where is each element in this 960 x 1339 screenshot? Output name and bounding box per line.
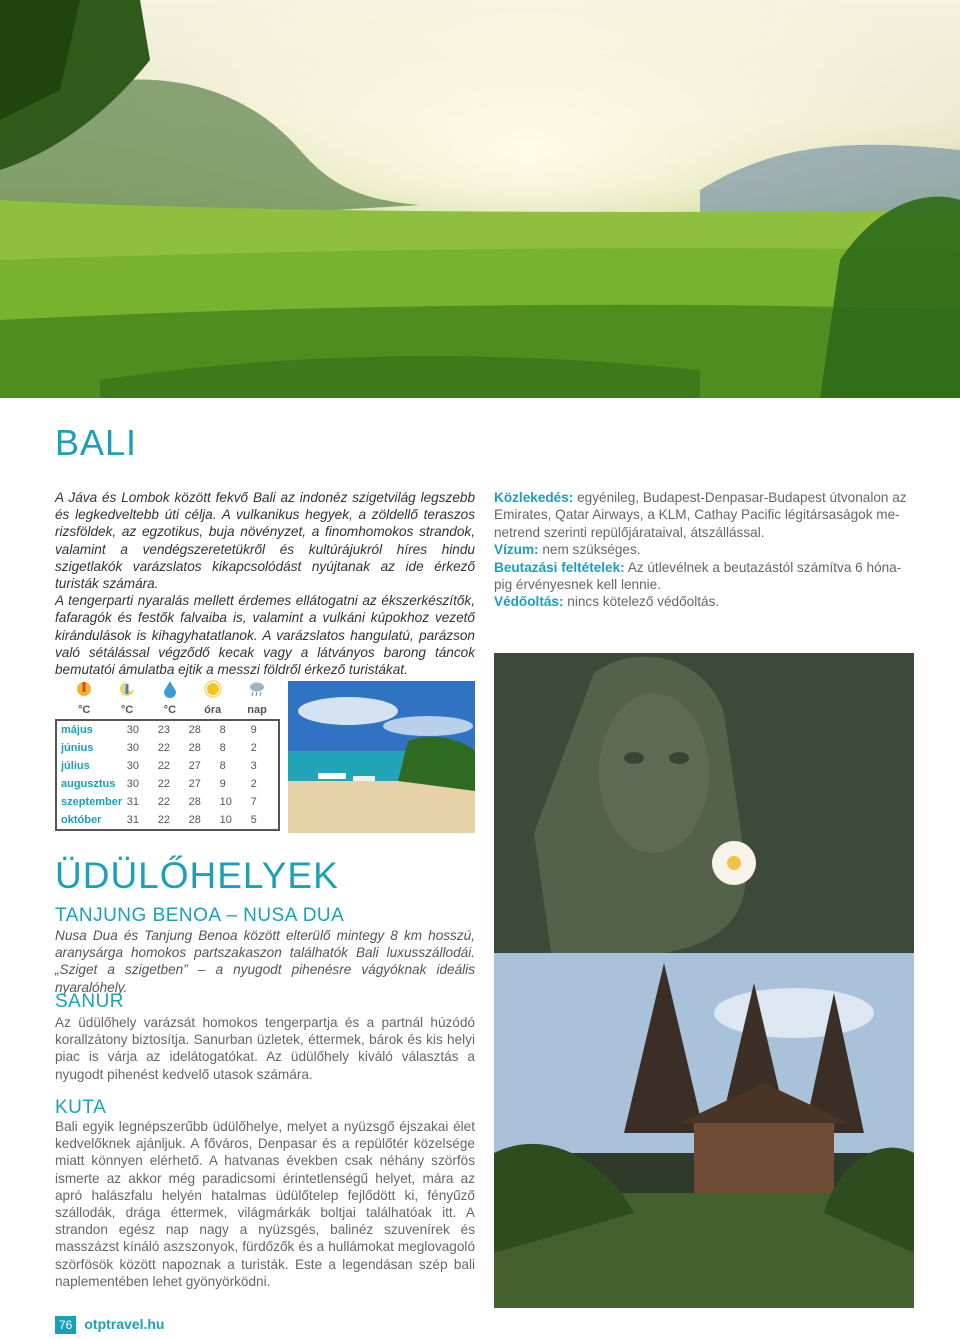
intro-paragraph-2: A tengerparti nyaralás mellett érdemes ellátogatni az ékszerkészítők, fafaragók és festők falvaiba is, valamint a vulkáni kúpokhoz vezető kirándulások is kihagyhatatlanok. A varázslatos hangulatú, parázson való sétálással végződő kecak vagy a látványos barong táncok bemutatói ámulatba ejtik a messzi földről érkező turistákat. bbox=[55, 593, 475, 678]
info-visa bbox=[494, 541, 914, 558]
unit-label: °C bbox=[163, 704, 177, 716]
info-text: egyénileg, Budapest-Denpasar-Budapest útvonalon az Emirates, Qatar Airways, a KLM, Cathay Pacific légitársaságok menetrend szerinti repülőjárataival, átszállással. bbox=[494, 490, 907, 540]
climate-value: 22 bbox=[157, 742, 170, 754]
rice-terrace-illustration bbox=[0, 0, 960, 398]
info-text: nem szükséges. bbox=[538, 542, 641, 558]
climate-value: 5 bbox=[250, 814, 257, 826]
climate-value: 3 bbox=[250, 760, 257, 772]
info-vaccination bbox=[494, 593, 914, 610]
climate-value: 10 bbox=[219, 814, 232, 826]
climate-value: 27 bbox=[188, 760, 201, 772]
climate-row bbox=[56, 793, 279, 811]
climate-data-rows bbox=[55, 719, 280, 831]
climate-value: 7 bbox=[250, 796, 257, 808]
climate-value: 31 bbox=[126, 814, 140, 826]
travel-info bbox=[494, 489, 914, 611]
page-title: BALI bbox=[55, 422, 138, 463]
climate-value: 22 bbox=[157, 760, 170, 772]
info-entry bbox=[494, 559, 914, 594]
info-label: Beutazási feltételek: bbox=[494, 559, 625, 575]
resort-text-sanur: Az üdülőhely varázsát homokos tengerpartja és a partnál húzódó korallzátony biztosítja. Sanurban üzletek, éttermek, bárok és kis helyi piac is várja az idelátogatókat. Az üdülőhely kiváló választás a nyugodt pihenést kedvelő utasok számára. bbox=[55, 1015, 475, 1082]
info-label: Vízum: bbox=[494, 542, 539, 558]
thermometer-night-icon bbox=[106, 680, 149, 701]
climate-value: 2 bbox=[250, 742, 257, 754]
info-label: Közlekedés: bbox=[494, 490, 574, 505]
climate-row bbox=[56, 757, 279, 775]
info-text: nincs kötelező védőoltás. bbox=[563, 594, 720, 610]
climate-value: 30 bbox=[126, 760, 140, 772]
climate-month: október bbox=[61, 814, 102, 826]
resort-text-tanjung-benoa: Nusa Dua és Tanjung Benoa között elterülő mintegy 8 km hosszú, aranysárga homokos partszakaszon találhatók Bali luxusszállodái. „Sziget a szigetben” – a nyugodt pihenésre vágyóknak ideális nyaralóhely. bbox=[55, 928, 475, 995]
climate-month: szeptember bbox=[61, 796, 123, 808]
climate-row bbox=[56, 739, 279, 757]
climate-value: 22 bbox=[157, 814, 170, 826]
climate-value: 30 bbox=[126, 724, 140, 736]
footer bbox=[55, 1316, 164, 1334]
unit-label: nap bbox=[247, 704, 267, 716]
climate-table bbox=[55, 680, 280, 831]
climate-value: 28 bbox=[188, 814, 201, 826]
water-drop-icon bbox=[148, 680, 191, 701]
climate-value: 8 bbox=[219, 724, 226, 736]
climate-month: augusztus bbox=[61, 778, 116, 790]
resort-text-kuta: Bali egyik legnépszerűbb üdülőhelye, melyet a nyüzsgő éjszakai élet kedvelőknek ajánljuk. A főváros, Denpasar és a repülőtér közelsége miatt könnyen elérhető. A hatvanas években csak néhány szörfös ismerte az akkor még paradicsomi érintetlenségű helyet, mára az apró halászfalu helyén hatalmas üdülőtelep fejlődött ki, fényűző szállodák, drága éttermek, világmárkák boltjai találhatóak itt. A strandon egész nap nagy a nyüzsgés, balinéz szuvenírek és masszázst kínáló aszszonyok, fürdőzők és a hullámokat meglovagoló szörfösök között napoznak a turisták. Este a legendásan szép bali naplementében lehet gyönyörködni. bbox=[55, 1119, 475, 1289]
climate-value: 30 bbox=[126, 778, 140, 790]
climate-value: 28 bbox=[188, 796, 201, 808]
sun-icon bbox=[191, 680, 234, 701]
climate-value: 8 bbox=[219, 742, 226, 754]
beach-photo bbox=[288, 681, 475, 833]
intro-text bbox=[55, 489, 475, 678]
climate-value: 2 bbox=[250, 778, 257, 790]
temple-statue-photo bbox=[494, 653, 914, 1308]
climate-month: május bbox=[61, 724, 93, 736]
climate-row bbox=[56, 775, 279, 793]
climate-value: 27 bbox=[188, 778, 201, 790]
unit-label: óra bbox=[204, 704, 222, 716]
climate-value: 28 bbox=[188, 724, 201, 736]
resort-heading-sanur: SANUR bbox=[55, 991, 125, 1012]
intro-paragraph-1: A Jáva és Lombok között fekvő Bali az indonéz szigetvilág legszebb és legkedveltebb úti célja. A vulkanikus hegyek, a zöldellő teraszos rizsföldek, az egzotikus, buja növényzet, a finomhomokos strandok, valamint a vendégszeretetükről és kultúrájukról híres hindu szigetlakók varázslatos kikapcsolódást nyújtanak az ide érkező turisták számára. bbox=[55, 490, 475, 592]
climate-value: 30 bbox=[126, 742, 140, 754]
climate-value: 9 bbox=[250, 724, 257, 736]
unit-label: °C bbox=[120, 704, 134, 716]
climate-value: 22 bbox=[157, 796, 170, 808]
climate-row bbox=[56, 811, 279, 830]
hero-rice-terrace-photo bbox=[0, 0, 960, 398]
climate-value: 22 bbox=[157, 778, 170, 790]
info-label: Védőoltás: bbox=[494, 594, 564, 610]
temple-illustration bbox=[494, 653, 914, 1308]
climate-value: 9 bbox=[219, 778, 226, 790]
info-text: Az útlevélnek a beutazástól számítva 6 hónapig érvényesnek kell lennie. bbox=[494, 559, 902, 593]
climate-value: 28 bbox=[188, 742, 201, 754]
rain-cloud-icon bbox=[234, 680, 280, 701]
resort-heading-kuta: KUTA bbox=[55, 1097, 107, 1118]
page-number: 76 bbox=[55, 1316, 76, 1334]
climate-month: június bbox=[61, 742, 94, 754]
unit-label: °C bbox=[78, 704, 91, 716]
resort-heading-tanjung-benoa: TANJUNG BENOA – NUSA DUA bbox=[55, 905, 345, 926]
beach-illustration bbox=[288, 681, 475, 833]
resorts-title: ÜDÜLŐHELYEK bbox=[55, 855, 339, 896]
thermometer-day-icon bbox=[63, 680, 106, 701]
site-link[interactable]: otptravel.hu bbox=[84, 1316, 165, 1332]
climate-row bbox=[56, 720, 279, 739]
climate-value: 10 bbox=[219, 796, 232, 808]
climate-value: 23 bbox=[157, 724, 170, 736]
info-transport bbox=[494, 489, 914, 541]
climate-value: 8 bbox=[219, 760, 226, 772]
climate-value: 31 bbox=[126, 796, 140, 808]
climate-month: július bbox=[61, 760, 90, 772]
